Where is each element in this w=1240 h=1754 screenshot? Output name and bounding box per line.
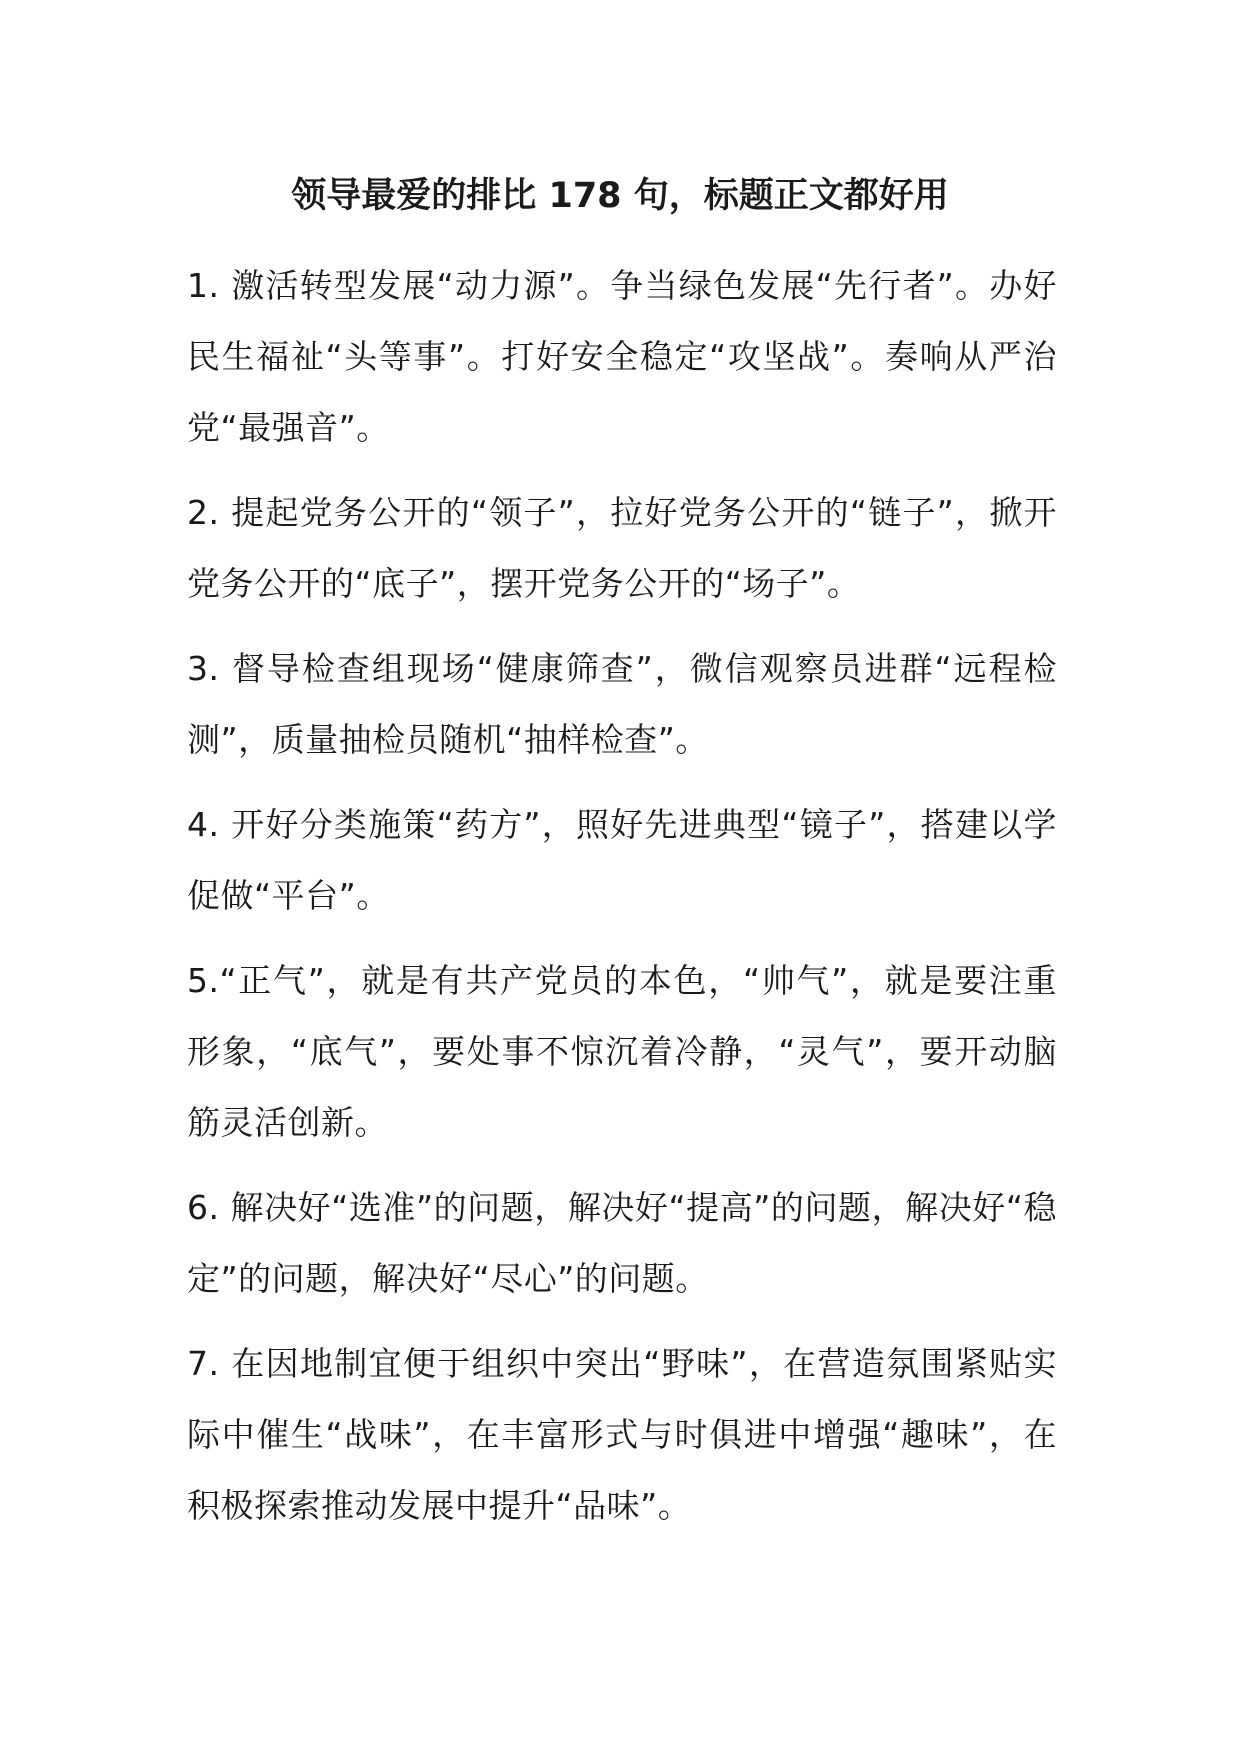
paragraph-4: 4. 开好分类施策“药方”，照好先进典型“镜子”，搭建以学促做“平台”。 [187, 805, 1057, 915]
paragraph-6: 6. 解决好“选准”的问题，解决好“提高”的问题，解决好“稳定”的问题，解决好“尽心”的问题。 [187, 1188, 1057, 1298]
paragraph-7: 7. 在因地制宜便于组织中突出“野味”，在营造氛围紧贴实际中催生“战味”，在丰富形式与时俱进中增强“趣味”，在积极探索推动发展中提升“品味”。 [187, 1344, 1057, 1525]
paragraph-1: 1. 激活转型发展“动力源”。争当绿色发展“先行者”。办好民生福祉“头等事”。打好安全稳定“攻坚战”。奏响从严治党“最强音”。 [187, 266, 1057, 447]
paragraph-3: 3. 督导检查组现场“健康筛查”，微信观察员进群“远程检测”，质量抽检员随机“抽样检查”。 [187, 649, 1057, 759]
paragraph-2: 2. 提起党务公开的“领子”，拉好党务公开的“链子”，掀开党务公开的“底子”，摆开党务公开的“场子”。 [187, 493, 1057, 603]
paragraph-5: 5.“正气”，就是有共产党员的本色，“帅气”，就是要注重形象，“底气”，要处事不惊沉着冷静，“灵气”，要开动脑筋灵活创新。 [187, 961, 1057, 1142]
document-title: 领导最爱的排比 178 句，标题正文都好用 [291, 176, 949, 216]
document-body [187, 250, 1057, 1555]
